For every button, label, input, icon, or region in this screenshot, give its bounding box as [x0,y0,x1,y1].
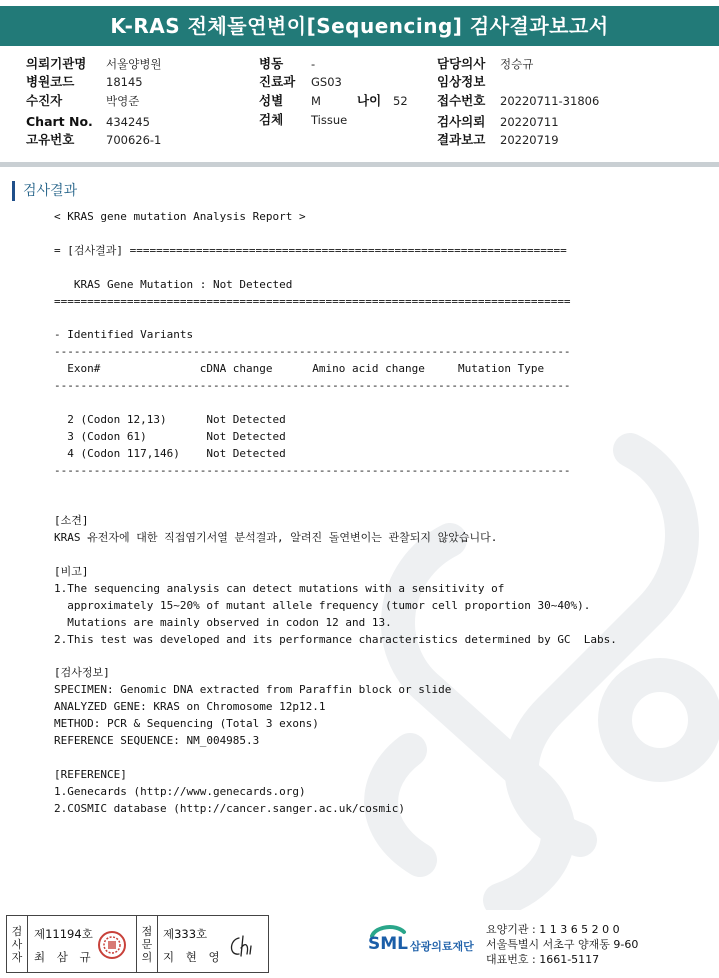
sml-org-name: 삼광의료재단 [410,940,474,953]
report-line [54,649,617,666]
report-body [54,209,617,818]
signature-box [6,915,269,973]
report-line: 1.Genecards (http://www.genecards.org) [54,784,306,798]
patient-info: 의뢰기관명 서울양병원 병원코드 18145 수진자 박영준 Chart No. 434245 고유번호 700626-1 병동 - 진료과 GS03 성별 M 나이 52 검체 Tissue 담당의사 정승규 임상정보 접수번호 20220711-31806 검사의뢰 20220711 결과보고 20220719 [26,56,600,147]
sml-logo-text: SML [368,934,408,954]
examiner-seal-icon [97,930,127,960]
institution-address [486,922,638,967]
report-line: = [검사결과] ================================================================== [54,243,567,257]
report-line: Exon# cDNA change Amino acid change Mutation Type [54,362,545,376]
examiner-name: 최 삼 규 [34,950,95,964]
examiner-label: 검 사 자 [7,916,28,972]
report-line [54,310,617,327]
report-line: ------------------------------------------------------------------------------ [54,379,571,393]
report-line [54,750,617,767]
report-line: - Identified Variants [54,328,194,342]
institution-code: 요양기관 : 1 1 3 6 5 2 0 0 [486,923,620,936]
report-line: 4 (Codon 117,146) Not Detected [54,446,286,460]
reviewer-name: 지 현 영 [163,950,224,964]
section-title: 검사결과 [12,181,77,201]
sml-logo [366,922,486,962]
report-line: < KRAS gene mutation Analysis Report > [54,210,306,223]
report-line [54,226,617,243]
report-line: KRAS 유전자에 대한 직접염기서열 분석결과, 알려진 돌연변이는 관찰되지 않았습니다. [54,531,498,545]
institution-phone: 대표번호 : 1661-5117 [486,953,600,966]
report-line [54,260,617,277]
report-line [54,480,617,497]
reviewer-license-no: 제333호 [163,927,208,941]
report-line: 2.COSMIC database (http://cancer.sanger.ac.uk/cosmic) [54,801,405,815]
report-line [54,547,617,564]
report-line: [소견] [54,514,89,528]
report-line: [검사정보] [54,666,110,680]
reviewer-signature [227,934,261,960]
report-line: 3 (Codon 61) Not Detected [54,429,286,443]
reviewer-label: 점 문 의 [136,916,158,972]
report-line: ------------------------------------------------------------------------------ [54,345,571,359]
report-line: ANALYZED GENE: KRAS on Chromosome 12p12.1 [54,700,326,714]
footer [0,906,719,978]
report-line: 1.The sequencing analysis can detect mutations with a sensitivity of [54,581,505,595]
report-line [54,395,617,412]
report-line [54,496,617,513]
report-line: SPECIMEN: Genomic DNA extracted from Paraffin block or slide [54,683,452,697]
report-line: ------------------------------------------------------------------------------ [54,463,571,477]
report-title-bar [0,6,719,46]
report-line: 2 (Codon 12,13) Not Detected [54,412,286,426]
report-line: REFERENCE SEQUENCE: NM_004985.3 [54,734,260,748]
report-line: ============================================================================== [54,294,571,308]
examiner-license-no: 제11194호 [34,927,93,941]
report-title: K-RAS 전체돌연변이[Sequencing] 검사결과보고서 [110,14,609,38]
report-line: METHOD: PCR & Sequencing (Total 3 exons) [54,717,319,731]
section-divider [0,162,719,167]
institution-street: 서울특별시 서초구 양재동 9-60 [486,938,639,951]
report-line: [비고] [54,565,89,579]
report-line: Mutations are mainly observed in codon 12 and 13. [54,615,392,629]
report-line: KRAS Gene Mutation : Not Detected [54,277,293,291]
report-line: approximately 15~20% of mutant allele frequency (tumor cell proportion 30~40%). [54,598,591,612]
report-line: [REFERENCE] [54,767,127,781]
report-line: 2.This test was developed and its performance characteristics determined by GC Labs. [54,632,617,646]
